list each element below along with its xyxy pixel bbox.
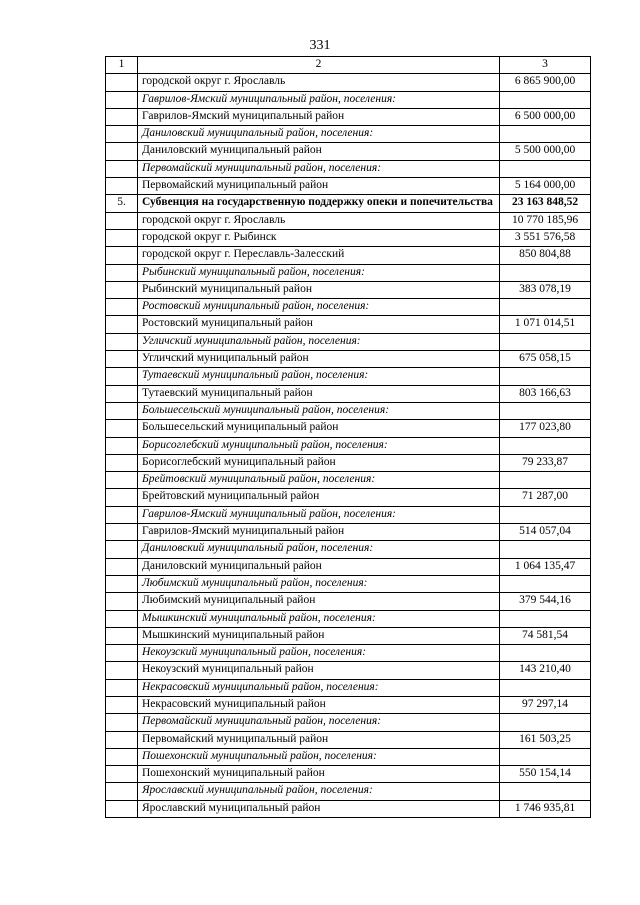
row-value (500, 541, 591, 558)
row-value (500, 783, 591, 800)
row-value: 550 154,14 (500, 766, 591, 783)
row-value: 850 804,88 (500, 247, 591, 264)
row-number-cell (106, 385, 138, 402)
row-value (500, 437, 591, 454)
table-row (106, 454, 591, 471)
row-value: 74 581,54 (500, 627, 591, 644)
table-row (106, 489, 591, 506)
table-row (106, 126, 591, 143)
row-number-cell (106, 696, 138, 713)
table-header-row (106, 57, 591, 74)
row-group-label: Большесельский муниципальный район, поселения: (138, 402, 500, 419)
table-row (106, 402, 591, 419)
row-value (500, 402, 591, 419)
row-group-label: Первомайский муниципальный район, поселения: (138, 714, 500, 731)
row-group-label: Борисоглебский муниципальный район, поселения: (138, 437, 500, 454)
row-number-cell (106, 281, 138, 298)
table-row (106, 645, 591, 662)
row-name: Рыбинский муниципальный район (138, 281, 500, 298)
row-value (500, 506, 591, 523)
row-number-cell (106, 472, 138, 489)
row-group-label: Брейтовский муниципальный район, поселения: (138, 472, 500, 489)
row-value: 10 770 185,96 (500, 212, 591, 229)
table-row (106, 472, 591, 489)
row-name: Ростовский муниципальный район (138, 316, 500, 333)
row-group-label: Даниловский муниципальный район, поселения: (138, 541, 500, 558)
table-row (106, 627, 591, 644)
row-number-cell (106, 783, 138, 800)
table-row (106, 783, 591, 800)
row-value: 79 233,87 (500, 454, 591, 471)
table-row (106, 696, 591, 713)
row-value: 161 503,25 (500, 731, 591, 748)
row-group-label: Ростовский муниципальный район, поселения: (138, 299, 500, 316)
row-value (500, 714, 591, 731)
row-value (500, 645, 591, 662)
row-number-cell (106, 558, 138, 575)
table-row (106, 247, 591, 264)
row-name: Любимский муниципальный район (138, 593, 500, 610)
row-number-cell (106, 524, 138, 541)
row-value (500, 91, 591, 108)
row-number-cell (106, 402, 138, 419)
row-number-cell (106, 299, 138, 316)
row-number-cell (106, 662, 138, 679)
table-row (106, 385, 591, 402)
row-value (500, 299, 591, 316)
table-row (106, 368, 591, 385)
row-name: Тутаевский муниципальный район (138, 385, 500, 402)
row-value: 675 058,15 (500, 351, 591, 368)
row-name: Борисоглебский муниципальный район (138, 454, 500, 471)
row-value: 177 023,80 (500, 420, 591, 437)
row-value (500, 160, 591, 177)
row-value (500, 333, 591, 350)
row-value: 1 071 014,51 (500, 316, 591, 333)
section-number: 5. (106, 195, 138, 212)
row-value: 379 544,16 (500, 593, 591, 610)
row-group-label: Некрасовский муниципальный район, поселения: (138, 679, 500, 696)
table-row (106, 74, 591, 91)
row-number-cell (106, 454, 138, 471)
row-name: Большесельский муниципальный район (138, 420, 500, 437)
table-row (106, 524, 591, 541)
row-number-cell (106, 316, 138, 333)
row-name: Пошехонский муниципальный район (138, 766, 500, 783)
table-row (106, 593, 591, 610)
row-number-cell (106, 160, 138, 177)
row-value (500, 126, 591, 143)
row-number-cell (106, 766, 138, 783)
row-name: городской округ г. Рыбинск (138, 229, 500, 246)
page-number: 331 (309, 38, 331, 53)
row-value: 71 287,00 (500, 489, 591, 506)
row-number-cell (106, 212, 138, 229)
row-number-cell (106, 126, 138, 143)
header-col-1: 1 (106, 57, 138, 74)
row-group-label: Мышкинский муниципальный район, поселения: (138, 610, 500, 627)
table-row (106, 420, 591, 437)
row-name: Ярославский муниципальный район (138, 800, 500, 817)
row-value: 5 500 000,00 (500, 143, 591, 160)
row-group-label: Некоузский муниципальный район, поселения: (138, 645, 500, 662)
row-value: 803 166,63 (500, 385, 591, 402)
row-name: Даниловский муниципальный район (138, 558, 500, 575)
row-number-cell (106, 645, 138, 662)
row-number-cell (106, 351, 138, 368)
row-number-cell (106, 264, 138, 281)
table-row (106, 766, 591, 783)
row-name: Мышкинский муниципальный район (138, 627, 500, 644)
table-row (106, 714, 591, 731)
row-name: Гаврилов-Ямский муниципальный район (138, 108, 500, 125)
table-row (106, 437, 591, 454)
table-row (106, 558, 591, 575)
row-number-cell (106, 437, 138, 454)
table-row (106, 143, 591, 160)
table-row (106, 316, 591, 333)
row-group-label: Любимский муниципальный район, поселения: (138, 575, 500, 592)
row-name: Брейтовский муниципальный район (138, 489, 500, 506)
row-name: городской округ г. Переславль-Залесский (138, 247, 500, 264)
table-row (106, 264, 591, 281)
table-row (106, 610, 591, 627)
row-value: 5 164 000,00 (500, 178, 591, 195)
row-value (500, 368, 591, 385)
table-row (106, 506, 591, 523)
row-value: 514 057,04 (500, 524, 591, 541)
row-group-label: Гаврилов-Ямский муниципальный район, поселения: (138, 506, 500, 523)
row-number-cell (106, 800, 138, 817)
section-total: 23 163 848,52 (500, 195, 591, 212)
row-name: Гаврилов-Ямский муниципальный район (138, 524, 500, 541)
table-row (106, 212, 591, 229)
table-row (106, 541, 591, 558)
row-number-cell (106, 247, 138, 264)
table-row (106, 748, 591, 765)
row-number-cell (106, 748, 138, 765)
row-value (500, 472, 591, 489)
row-value (500, 264, 591, 281)
row-name: Некоузский муниципальный район (138, 662, 500, 679)
row-value: 6 500 000,00 (500, 108, 591, 125)
row-number-cell (106, 627, 138, 644)
row-value: 143 210,40 (500, 662, 591, 679)
row-name: Угличский муниципальный район (138, 351, 500, 368)
table-row (106, 679, 591, 696)
row-name: Даниловский муниципальный район (138, 143, 500, 160)
row-group-label: Пошехонский муниципальный район, поселения: (138, 748, 500, 765)
table-row (106, 281, 591, 298)
row-number-cell (106, 108, 138, 125)
row-value: 383 078,19 (500, 281, 591, 298)
table-row (106, 178, 591, 195)
table-row (106, 575, 591, 592)
row-number-cell (106, 593, 138, 610)
row-name: Первомайский муниципальный район (138, 731, 500, 748)
row-name: Некрасовский муниципальный район (138, 696, 500, 713)
row-value: 6 865 900,00 (500, 74, 591, 91)
table-row (106, 229, 591, 246)
row-name: городской округ г. Ярославль (138, 212, 500, 229)
row-group-label: Первомайский муниципальный район, поселения: (138, 160, 500, 177)
row-value (500, 575, 591, 592)
row-value (500, 748, 591, 765)
row-number-cell (106, 541, 138, 558)
row-number-cell (106, 143, 138, 160)
section-title: Субвенция на государственную поддержку опеки и попечительства (138, 195, 500, 212)
budget-table (105, 56, 591, 818)
row-number-cell (106, 74, 138, 91)
table-row (106, 731, 591, 748)
table-row (106, 299, 591, 316)
row-group-label: Рыбинский муниципальный район, поселения: (138, 264, 500, 281)
row-number-cell (106, 506, 138, 523)
row-group-label: Тутаевский муниципальный район, поселения: (138, 368, 500, 385)
table-row (106, 800, 591, 817)
row-value (500, 679, 591, 696)
table-row (106, 351, 591, 368)
row-name: городской округ г. Ярославль (138, 74, 500, 91)
row-number-cell (106, 91, 138, 108)
section-row (106, 195, 591, 212)
table-row (106, 91, 591, 108)
row-group-label: Ярославский муниципальный район, поселения: (138, 783, 500, 800)
row-value (500, 610, 591, 627)
row-number-cell (106, 731, 138, 748)
header-col-2: 2 (138, 57, 500, 74)
row-group-label: Угличский муниципальный район, поселения: (138, 333, 500, 350)
row-number-cell (106, 178, 138, 195)
row-number-cell (106, 368, 138, 385)
row-number-cell (106, 610, 138, 627)
table-row (106, 662, 591, 679)
table-row (106, 160, 591, 177)
row-number-cell (106, 229, 138, 246)
row-name: Первомайский муниципальный район (138, 178, 500, 195)
row-number-cell (106, 714, 138, 731)
header-col-3: 3 (500, 57, 591, 74)
row-group-label: Гаврилов-Ямский муниципальный район, поселения: (138, 91, 500, 108)
row-number-cell (106, 679, 138, 696)
row-number-cell (106, 489, 138, 506)
table-row (106, 108, 591, 125)
row-value: 1 746 935,81 (500, 800, 591, 817)
row-value: 1 064 135,47 (500, 558, 591, 575)
row-number-cell (106, 420, 138, 437)
row-number-cell (106, 575, 138, 592)
row-number-cell (106, 333, 138, 350)
row-value: 97 297,14 (500, 696, 591, 713)
row-group-label: Даниловский муниципальный район, поселения: (138, 126, 500, 143)
row-value: 3 551 576,58 (500, 229, 591, 246)
table-row (106, 333, 591, 350)
